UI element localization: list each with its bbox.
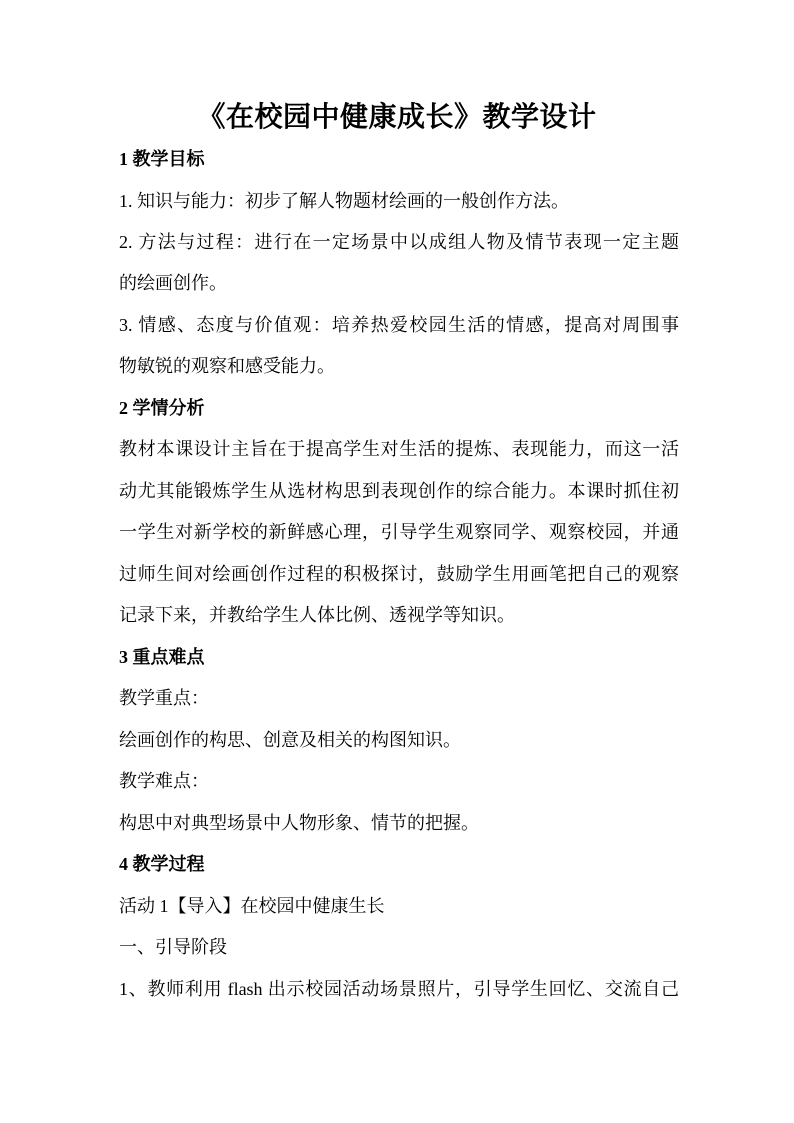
objective-item-2-line-1: 2. 方法与过程：进行在一定场景中以成组人物及情节表现一定主题 xyxy=(119,232,679,252)
document-title: 《在校园中健康成长》教学设计 xyxy=(197,102,597,133)
objective-item-3-line-2: 物敏锐的观察和感受能力。 xyxy=(119,356,335,376)
key-point-label: 教学重点： xyxy=(119,688,209,708)
section-heading-process: 4 教学过程 xyxy=(119,854,205,874)
analysis-paragraph-line-5: 记录下来，并教给学生人体比例、透视学等知识。 xyxy=(119,605,515,625)
section-heading-key-points: 3 重点难点 xyxy=(119,647,205,667)
objective-item-2-line-2: 的绘画创作。 xyxy=(119,273,227,293)
stage-title: 一、引导阶段 xyxy=(119,937,227,957)
analysis-paragraph-line-2: 动尤其能锻炼学生从选材构思到表现创作的综合能力。本课时抓住初 xyxy=(119,481,679,501)
activity-title: 活动 1【导入】在校园中健康生长 xyxy=(119,896,385,916)
key-point-text: 绘画创作的构思、创意及相关的构图知识。 xyxy=(119,730,461,750)
difficulty-label: 教学难点： xyxy=(119,771,209,791)
analysis-paragraph-line-4: 过师生间对绘画创作过程的积极探讨，鼓励学生用画笔把自己的观察 xyxy=(119,564,679,584)
difficulty-text: 构思中对典型场景中人物形象、情节的把握。 xyxy=(119,813,479,833)
analysis-paragraph-line-3: 一学生对新学校的新鲜感心理，引导学生观察同学、观察校园，并通 xyxy=(119,522,679,542)
process-step-1: 1、教师利用 flash 出示校园活动场景照片，引导学生回忆、交流自己 xyxy=(119,979,679,999)
section-heading-analysis: 2 学情分析 xyxy=(119,398,205,418)
objective-item-3-line-1: 3. 情感、态度与价值观：培养热爱校园生活的情感，提高对周围事 xyxy=(119,315,679,335)
analysis-paragraph-line-1: 教材本课设计主旨在于提高学生对生活的提炼、表现能力，而这一活 xyxy=(119,439,679,459)
objective-item-1: 1. 知识与能力：初步了解人物题材绘画的一般创作方法。 xyxy=(119,191,569,211)
section-heading-objectives: 1 教学目标 xyxy=(119,149,205,169)
